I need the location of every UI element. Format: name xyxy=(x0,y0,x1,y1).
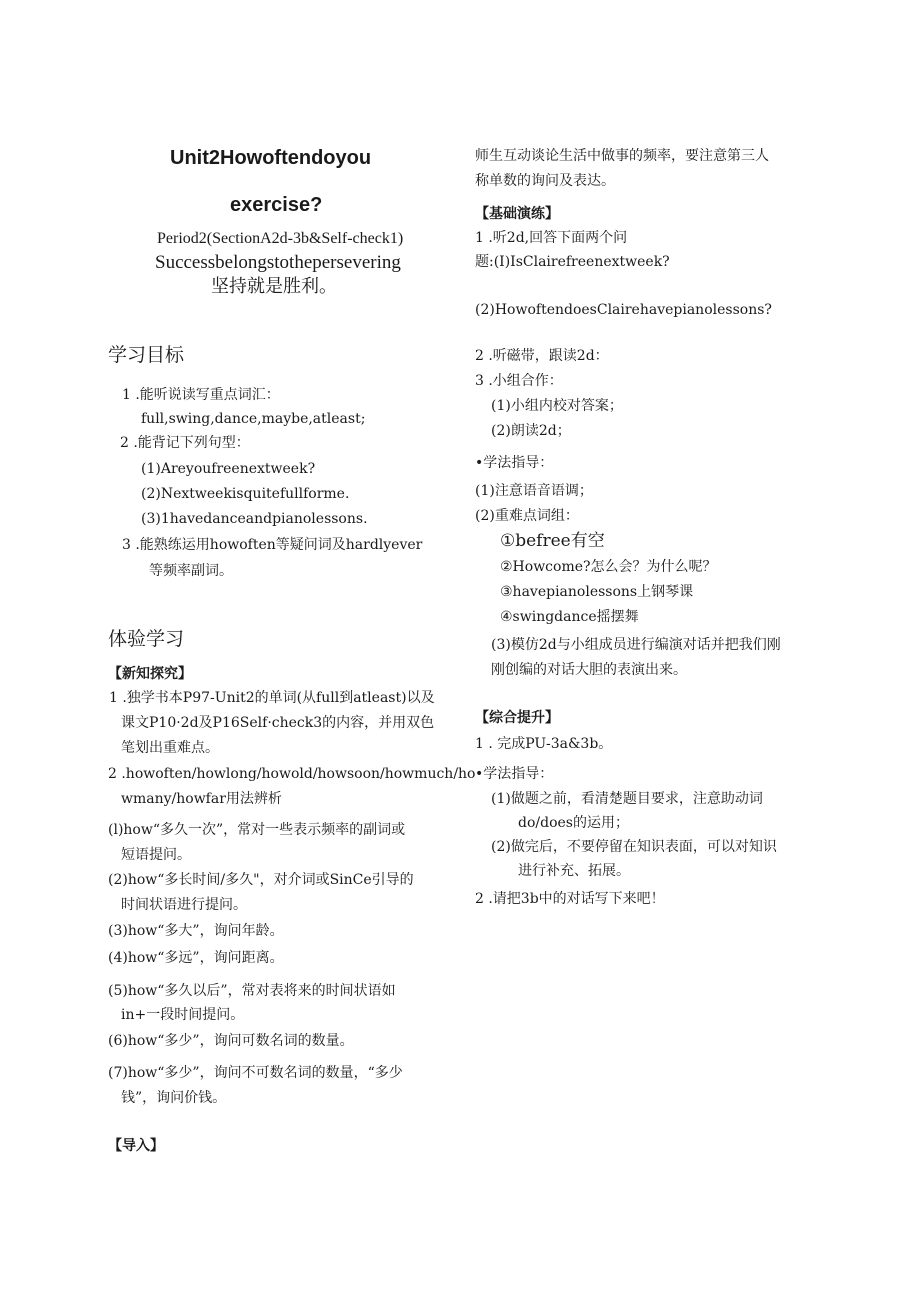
motto-chinese: 坚持就是胜利。 xyxy=(211,276,337,297)
how-6: (6)how“多少”，询问可数名词的数量。 xyxy=(108,1033,354,1049)
how-5b: in+一段时间提问。 xyxy=(121,1007,245,1023)
how-2b: 时间状语进行提问。 xyxy=(121,897,247,913)
how-1b: 短语提问。 xyxy=(121,847,191,863)
exp-item-2a: 2 .howoften/howlong/howold/howsoon/howmuch/ho xyxy=(108,766,476,782)
intro-text-line-1: 师生互动谈论生活中做事的频率，要注意第三人 xyxy=(475,148,769,164)
basic-q1a: 1 .听2d,回答下面两个问 xyxy=(475,230,628,246)
exp-item-1a: 1 .独学书本P97-Unit2的单词(从full到atleast)以及 xyxy=(109,690,435,706)
goals-heading: 学习目标 xyxy=(108,344,185,366)
how-1a: (l)how“多久一次”，常对一些表示频率的副词或 xyxy=(108,822,406,838)
basic-q3: 3 .小组合作： xyxy=(475,373,563,389)
goal-item-3: 3 .能熟练运用howoften等疑问词及hardlyever xyxy=(122,537,423,553)
exp-item-1b: 课文P10·2d及P16Self·check3的内容，并用双色 xyxy=(121,715,435,731)
goal-item-1: 1 .能听说读写重点词汇： xyxy=(122,387,280,403)
basic-practice-heading: 【基础演练】 xyxy=(475,206,559,222)
basic-q2: 2 .听磁带，跟读2d： xyxy=(475,348,609,364)
comprehensive-heading: 【综合提升】 xyxy=(475,710,559,726)
method-heading-2: •学法指导： xyxy=(475,766,554,782)
tip-1b: do/does的运用； xyxy=(518,815,629,831)
goal-item-2: 2 .能背记下列句型： xyxy=(120,435,250,451)
period-subtitle: Period2(SectionA2d-3b&Self-check1) xyxy=(157,230,404,247)
exp-item-1c: 笔划出重难点。 xyxy=(121,740,219,756)
intro-text-line-2: 称单数的询问及表达。 xyxy=(475,173,615,189)
phrase-2: ②Howcome?怎么会？为什么呢？ xyxy=(500,559,717,575)
how-3: (3)how“多大”，询问年龄。 xyxy=(108,923,284,939)
title-line-1: Unit2Howoftendoyou xyxy=(170,147,372,169)
tip-2a: (2)做完后，不要停留在知识表面，可以对知识 xyxy=(491,839,777,855)
method-1: (1)注意语音语调； xyxy=(475,483,593,499)
how-7a: (7)how“多少”，询问不可数名词的数量，“多少 xyxy=(108,1065,403,1081)
basic-q3a: (1)小组内校对答案； xyxy=(491,398,623,414)
basic-q1b: 题:(I)IsClairefreenextweek? xyxy=(475,254,670,270)
method-3b: 刚创编的对话大胆的表演出来。 xyxy=(491,662,687,678)
tip-1a: (1)做题之前，看清楚题目要求，注意助动词 xyxy=(491,791,763,807)
phrase-3: ③havepianolessons上钢琴课 xyxy=(500,584,694,600)
goal-item-1-words: full,swing,dance,maybe,atleast; xyxy=(141,411,366,427)
motto-english: Successbelongstothepersevering xyxy=(155,252,401,273)
improve-item-2: 2 .请把3b中的对话写下来吧！ xyxy=(475,891,665,907)
phrase-4: ④swingdance摇摆舞 xyxy=(500,609,639,625)
how-4: (4)how“多远”，询问距离。 xyxy=(108,950,284,966)
goal-sentence-2: (2)Nextweekisquitefullforme. xyxy=(141,486,350,502)
goal-item-3-cont: 等频率副词。 xyxy=(149,563,233,579)
experience-heading: 体验学习 xyxy=(108,628,185,650)
title-line-2: exercise? xyxy=(230,194,323,216)
method-heading-1: •学法指导： xyxy=(475,455,554,471)
goal-sentence-1: (1)Areyoufreenextweek? xyxy=(141,461,316,477)
basic-q3b: (2)朗读2d； xyxy=(491,423,571,439)
intro-heading: 【导入】 xyxy=(108,1138,164,1154)
how-2a: (2)how“多长时间/多久"，对介词或SinCe引导的 xyxy=(108,872,414,888)
phrase-1: ①befree有空 xyxy=(500,531,605,551)
tip-2b: 进行补充、拓展。 xyxy=(518,863,630,879)
how-5a: (5)how“多久以后”，常对表将来的时间状语如 xyxy=(108,983,396,999)
new-knowledge-heading: 【新知探究】 xyxy=(108,666,192,682)
exp-item-2b: wmany/howfar用法辨析 xyxy=(121,791,282,807)
method-2: (2)重难点词组： xyxy=(475,508,579,524)
improve-item-1: 1 . 完成PU-3a&3b。 xyxy=(475,736,613,752)
goal-sentence-3: (3)1havedanceandpianolessons. xyxy=(141,511,368,527)
how-7b: 钱”，询问价钱。 xyxy=(121,1090,227,1106)
method-3a: (3)模仿2d与小组成员进行编演对话并把我们刚 xyxy=(491,637,781,653)
basic-q1c: (2)HowoftendoesClairehavepianolessons? xyxy=(475,302,772,318)
